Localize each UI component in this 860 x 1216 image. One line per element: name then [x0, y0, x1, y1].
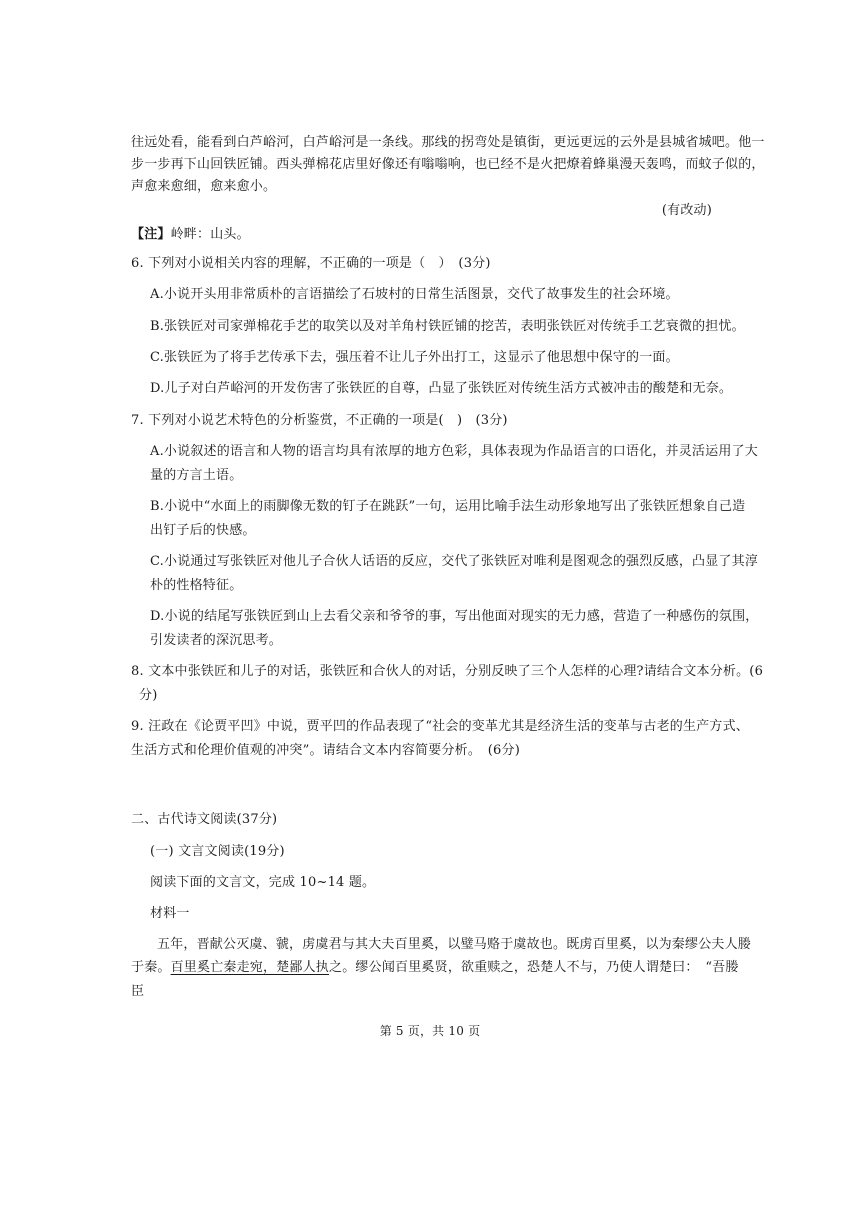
- reading-instruction: 阅读下面的文言文，完成 10~14 题。: [150, 875, 376, 890]
- question-6-stem: 6. 下列对小说相关内容的理解，不正确的一项是（ ） (3分): [131, 256, 491, 271]
- classical-text-line: [131, 959, 739, 977]
- question-9-cont: 生活方式和伦理价值观的冲突”。请结合文本内容简要分析。 (6分): [131, 743, 520, 758]
- material-label: 材料一: [150, 906, 190, 921]
- question-6-option-b: B.张铁匠对司家弹棉花手艺的取笑以及对羊角村铁匠铺的挖苦，表明张铁匠对传统手工艺衰微的担忧。: [150, 319, 745, 334]
- story-paragraph-line: 步一步再下山回铁匠铺。西头弹棉花店里好像还有嗡嗡响，也已经不是火把燎着蜂巢漫天轰鸣，而蚊子似的，: [131, 157, 765, 172]
- question-7-option-d-cont: 引发读者的深沉思考。: [150, 633, 283, 648]
- question-6-option-d: D.儿子对白芦峪河的开发伤害了张铁匠的自尊，凸显了张铁匠对传统生活方式被冲击的酸楚和无奈。: [150, 381, 733, 396]
- question-7-option-b: B.小说中“水面上的雨脚像无数的钉子在跳跃”一句，运用比喻手法生动形象地写出了张铁匠想象自己造: [150, 499, 746, 514]
- story-paragraph-line: 声愈来愈细，愈来愈小。: [131, 179, 277, 194]
- footnote-label: 【注】: [131, 227, 171, 242]
- story-paragraph-line: 往远处看，能看到白芦峪河，白芦峪河是一条线。那线的拐弯处是镇街，更远更远的云外是县城省城吧。他一: [131, 135, 765, 150]
- classical-text-line: 五年，晋献公灭虞、虢，虏虞君与其大夫百里奚，以璧马赂于虞故也。既虏百里奚，以为秦缪公夫人媵: [157, 937, 752, 952]
- source-note: (有改动): [661, 203, 712, 218]
- footnote-text: 岭畔：山头。: [170, 227, 250, 242]
- classical-text-segment: 于秦。: [131, 960, 171, 975]
- question-8-cont: 分): [139, 688, 158, 703]
- footnote: [131, 226, 250, 244]
- classical-text-segment: 之。缪公闻百里奚贤，欲重赎之，恐楚人不与，乃使人谓楚曰： “吾媵: [329, 960, 739, 975]
- question-7-option-a: A.小说叙述的语言和人物的语言均具有浓厚的地方色彩，具体表现为作品语言的口语化，并灵活运用了大: [150, 444, 758, 459]
- question-8: 8. 文本中张铁匠和儿子的对话，张铁匠和合伙人的对话，分别反映了三个人怎样的心理?请结合文本分析。(6: [131, 664, 764, 679]
- question-9: 9. 汪政在《论贾平凹》中说，贾平凹的作品表现了“社会的变革尤其是经济生活的变革与古老的生产方式、: [131, 719, 749, 734]
- section-title: 二、古代诗文阅读(37分): [131, 812, 278, 827]
- page-footer: 第 5 页，共 10 页: [379, 1024, 481, 1038]
- classical-text-line: 臣: [131, 984, 145, 999]
- underlined-sentence: 百里奚亡秦走宛，楚鄙人执: [170, 960, 330, 975]
- question-7-option-b-cont: 出钉子后的快感。: [150, 523, 256, 538]
- question-6-option-c: C.张铁匠为了将手艺传承下去，强压着不让儿子外出打工，这显示了他思想中保守的一面。: [150, 350, 679, 365]
- question-7-stem: 7. 下列对小说艺术特色的分析鉴赏，不正确的一项是( ) (3分): [131, 413, 508, 428]
- question-7-option-a-cont: 量的方言土语。: [150, 468, 243, 483]
- question-6-option-a: A.小说开头用非常质朴的言语描绘了石坡村的日常生活图景，交代了故事发生的社会环境。: [150, 287, 679, 302]
- question-7-option-c-cont: 朴的性格特征。: [150, 578, 243, 593]
- question-7-option-c: C.小说通过写张铁匠对他儿子合伙人话语的反应，交代了张铁匠对唯利是图观念的强烈反感，凸显了其淳: [150, 554, 759, 569]
- question-7-option-d: D.小说的结尾写张铁匠到山上去看父亲和爷爷的事，写出他面对现实的无力感，营造了一种感伤的氛围，: [150, 609, 759, 624]
- subsection-title: (一) 文言文阅读(19分): [150, 844, 285, 859]
